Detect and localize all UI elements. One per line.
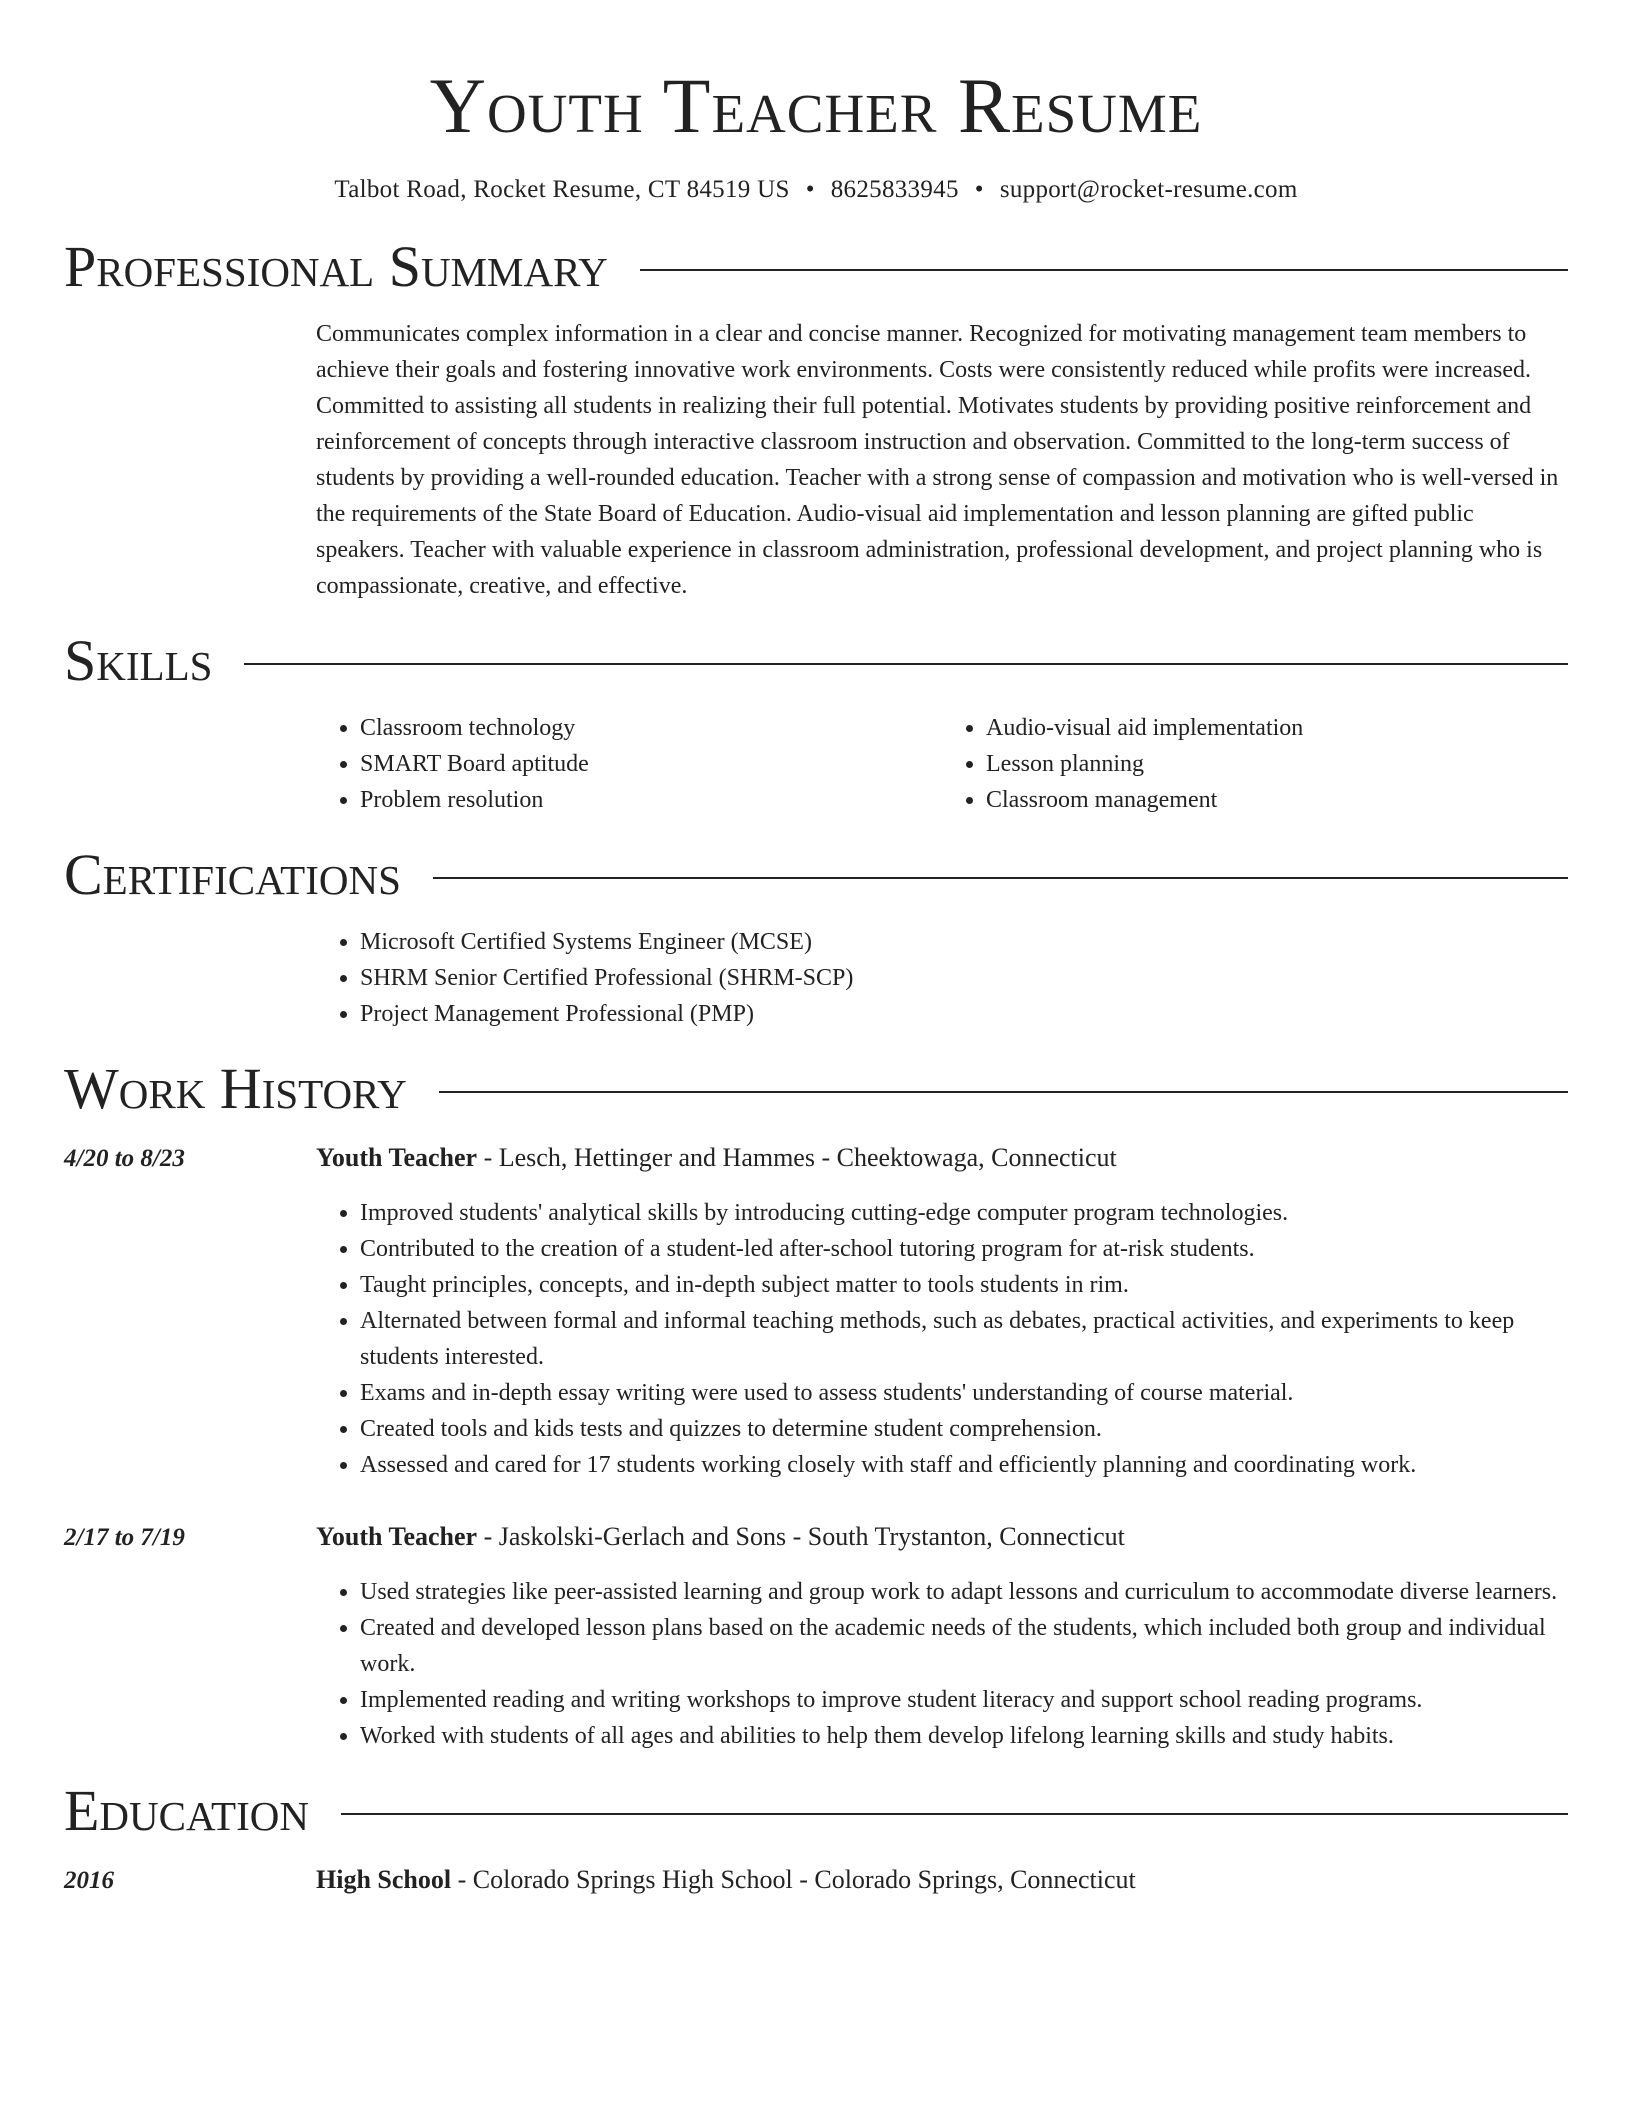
resume-page xyxy=(64,0,1568,1899)
certifications-body xyxy=(316,924,1568,1032)
certification-item: • Microsoft Certified Systems Engineer (MCSE) xyxy=(360,924,1568,960)
contact-line xyxy=(64,174,1568,206)
resume-title: Youth Teacher Resume xyxy=(429,62,1203,149)
job-bullet: • Assessed and cared for 17 students working closely with staff and efficiently planning and coordinating work. xyxy=(360,1447,1568,1483)
education-entry xyxy=(64,1862,1568,1899)
section-work-heading: Work History xyxy=(64,1056,407,1121)
section-skills-heading: Skills xyxy=(64,628,213,693)
section-divider xyxy=(341,1813,1568,1815)
education-degree: High School xyxy=(316,1865,452,1894)
job-header xyxy=(64,1519,1568,1556)
section-skills-header xyxy=(64,626,1568,696)
skills-list xyxy=(316,710,1568,818)
job-header xyxy=(64,1140,1568,1177)
job-bullet-list xyxy=(316,1574,1568,1754)
job-bullet: • Taught principles, concepts, and in-depth subject matter to tools students in rim. xyxy=(360,1267,1568,1303)
summary-text: Communicates complex information in a clear and concise manner. Recognized for motivating management team members to achieve their goals and fostering innovative work environments. Costs were consistently reduced while profits were increased. Committed to assisting all students in realizing their full potential. Motivates students by providing positive reinforcement and reinforcement of concepts through interactive classroom instruction and observation. Committed to the long-term success of students by providing a well-rounded education. Teacher with a strong sense of compassion and motivation who is well-versed in the requirements of the State Board of Education. Audio-visual aid implementation and lesson planning are gifted public speakers. Teacher with valuable experience in classroom administration, professional development, and project planning who is compassionate, creative, and effective. xyxy=(316,321,1559,599)
skill-item: • SMART Board aptitude xyxy=(360,746,942,782)
contact-separator: • xyxy=(974,176,984,203)
contact-separator: • xyxy=(805,176,815,203)
section-certifications-heading: Certifications xyxy=(64,842,401,907)
job-bullet: • Implemented reading and writing workshops to improve student literacy and support school reading programs. xyxy=(360,1682,1568,1718)
skill-item: • Lesson planning xyxy=(986,746,1568,782)
job-bullet: • Used strategies like peer-assisted learning and group work to adapt lessons and curriculum to accommodate diverse learners. xyxy=(360,1574,1568,1610)
section-education-heading: Education xyxy=(64,1778,309,1843)
section-divider xyxy=(433,877,1568,879)
job-dates: 4/20 to 8/23 xyxy=(64,1145,185,1172)
job-title: Youth Teacher xyxy=(316,1522,478,1551)
contact-address: Talbot Road, Rocket Resume, CT 84519 US xyxy=(334,176,790,203)
job-dates: 2/17 to 7/19 xyxy=(64,1524,185,1551)
education-line xyxy=(316,1862,1136,1898)
section-summary-heading: Professional Summary xyxy=(64,234,608,299)
job-employer: - Lesch, Hettinger and Hammes - Cheektowaga, Connecticut xyxy=(477,1143,1117,1172)
education-row xyxy=(64,1862,1568,1899)
job-bullets xyxy=(316,1195,1568,1483)
section-divider xyxy=(640,269,1568,271)
summary-body xyxy=(316,316,1568,604)
job-bullet-list xyxy=(316,1195,1568,1483)
skill-item: • Classroom management xyxy=(986,782,1568,818)
section-divider xyxy=(244,663,1568,665)
job-title: Youth Teacher xyxy=(316,1143,478,1172)
job-entry xyxy=(64,1140,1568,1483)
skills-column-right xyxy=(942,710,1568,818)
certification-item: • SHRM Senior Certified Professional (SHRM-SCP) xyxy=(360,960,1568,996)
education-school: - Colorado Springs High School - Colorado Springs, Connecticut xyxy=(451,1865,1136,1894)
section-certifications-header xyxy=(64,840,1568,910)
skill-item: • Audio-visual aid implementation xyxy=(986,710,1568,746)
section-work-header xyxy=(64,1054,1568,1124)
section-divider xyxy=(439,1091,1568,1093)
job-title-line xyxy=(316,1140,1117,1176)
job-entry xyxy=(64,1519,1568,1754)
section-summary-header xyxy=(64,232,1568,302)
section-education-header xyxy=(64,1776,1568,1846)
job-title-line xyxy=(316,1519,1125,1555)
certifications-list xyxy=(316,924,1568,1032)
contact-phone: 8625833945 xyxy=(830,176,959,203)
job-bullet: • Created and developed lesson plans based on the academic needs of the students, which included both group and individual work. xyxy=(360,1610,1568,1682)
job-bullet: • Improved students' analytical skills by introducing cutting-edge computer program technologies. xyxy=(360,1195,1568,1231)
skill-item: • Problem resolution xyxy=(360,782,942,818)
job-employer: - Jaskolski-Gerlach and Sons - South Trystanton, Connecticut xyxy=(477,1522,1125,1551)
education-year: 2016 xyxy=(64,1867,114,1894)
job-bullets xyxy=(316,1574,1568,1754)
skill-item: • Classroom technology xyxy=(360,710,942,746)
job-bullet: • Worked with students of all ages and abilities to help them develop lifelong learning skills and study habits. xyxy=(360,1718,1568,1754)
contact-email: support@rocket-resume.com xyxy=(999,176,1298,203)
skills-column-left xyxy=(316,710,942,818)
job-bullet: • Alternated between formal and informal teaching methods, such as debates, practical activities, and experiments to keep students interested. xyxy=(360,1303,1568,1375)
certification-item: • Project Management Professional (PMP) xyxy=(360,996,1568,1032)
job-bullet: • Created tools and kids tests and quizzes to determine student comprehension. xyxy=(360,1411,1568,1447)
job-bullet: • Contributed to the creation of a student-led after-school tutoring program for at-risk students. xyxy=(360,1231,1568,1267)
job-bullet: • Exams and in-depth essay writing were used to assess students' understanding of course material. xyxy=(360,1375,1568,1411)
